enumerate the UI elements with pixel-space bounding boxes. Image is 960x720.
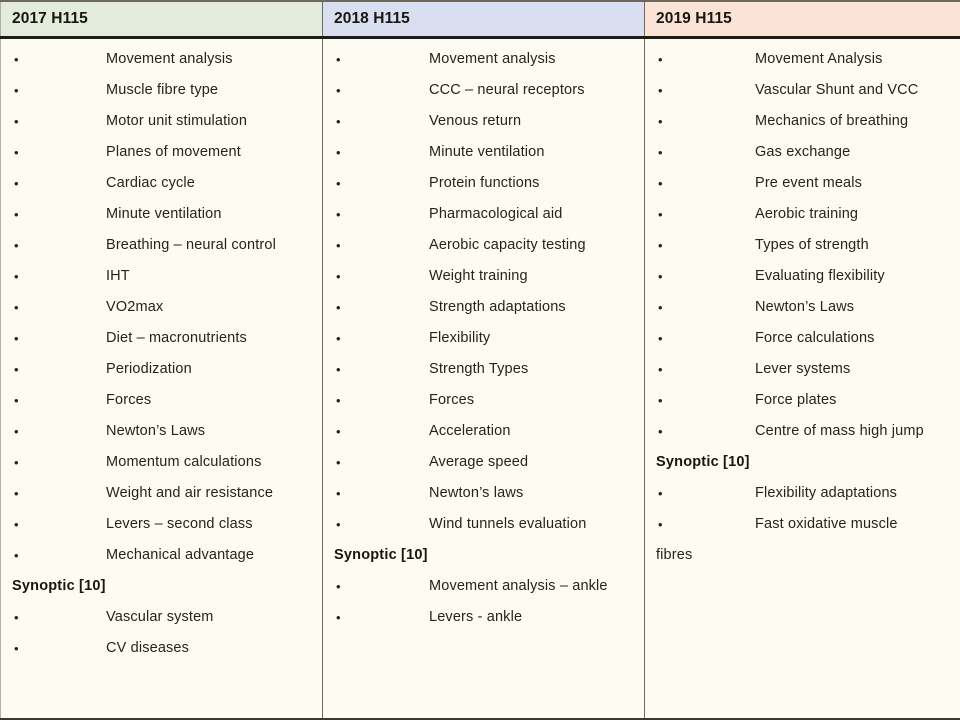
bullet-icon: • xyxy=(658,83,663,98)
topic-list-item xyxy=(323,106,644,137)
topic-list-item xyxy=(1,168,322,199)
topic-label: IHT xyxy=(106,268,130,284)
bullet-icon: • xyxy=(336,114,341,129)
topic-list-item xyxy=(323,447,644,478)
topic-label: Average speed xyxy=(429,454,529,470)
topic-list-item xyxy=(323,292,644,323)
topic-list-item xyxy=(323,199,644,230)
column-body-2017 xyxy=(0,39,323,718)
bullet-icon: • xyxy=(336,52,341,67)
topic-label: Strength Types xyxy=(429,361,529,377)
topic-label: Lever systems xyxy=(755,361,851,377)
bullet-icon: • xyxy=(14,145,19,160)
topic-list-item xyxy=(1,44,322,75)
topic-label: Minute ventilation xyxy=(106,206,222,222)
bullet-icon: • xyxy=(336,455,341,470)
topic-label: Protein functions xyxy=(429,175,540,191)
topic-label: Strength adaptations xyxy=(429,299,566,315)
bullet-icon: • xyxy=(336,362,341,377)
topic-label: Motor unit stimulation xyxy=(106,113,248,129)
topic-label: Newton’s laws xyxy=(429,485,524,501)
topic-label: Flexibility xyxy=(429,330,491,346)
topic-label: CV diseases xyxy=(106,640,190,656)
column-header-2017-label: 2017 H115 xyxy=(12,10,88,27)
synoptic-topic-list-2019 xyxy=(645,478,960,540)
bullet-icon: • xyxy=(658,114,663,129)
topic-label: Movement Analysis xyxy=(755,51,883,67)
topic-list-item xyxy=(645,385,960,416)
topic-list-item xyxy=(1,478,322,509)
bullet-icon: • xyxy=(336,579,341,594)
topic-list-item xyxy=(1,509,322,540)
bullet-icon: • xyxy=(14,362,19,377)
topic-label: Mechanical advantage xyxy=(106,547,255,563)
topic-list-item xyxy=(1,137,322,168)
topic-list-item xyxy=(1,75,322,106)
bullet-icon: • xyxy=(658,207,663,222)
bullet-icon: • xyxy=(336,176,341,191)
bullet-icon: • xyxy=(658,300,663,315)
synoptic-heading-2017: Synoptic [10] xyxy=(12,578,106,594)
topic-label: VO2max xyxy=(106,299,164,315)
topic-list-2018 xyxy=(323,44,644,540)
topic-list-item xyxy=(323,478,644,509)
topic-label: Types of strength xyxy=(755,237,869,253)
bullet-icon: • xyxy=(336,145,341,160)
bullet-icon: • xyxy=(14,83,19,98)
bullet-icon: • xyxy=(658,52,663,67)
topic-label: Movement analysis xyxy=(429,51,556,67)
topic-list-item xyxy=(645,261,960,292)
topic-label: Levers - ankle xyxy=(429,609,523,625)
topic-list-item xyxy=(645,354,960,385)
column-header-2019 xyxy=(645,2,960,36)
topic-label: Force calculations xyxy=(755,330,875,346)
topic-list-item xyxy=(645,416,960,447)
topic-list-item xyxy=(1,230,322,261)
topic-label: Centre of mass high jump xyxy=(755,423,924,439)
bullet-icon: • xyxy=(658,362,663,377)
column-header-2017 xyxy=(0,2,323,36)
topic-label: Flexibility adaptations xyxy=(755,485,898,501)
bullet-icon: • xyxy=(14,455,19,470)
topic-list-item xyxy=(645,168,960,199)
topic-list-item xyxy=(1,323,322,354)
topic-label: Breathing – neural control xyxy=(106,237,276,253)
bullet-icon: • xyxy=(14,176,19,191)
topic-label: Newton’s Laws xyxy=(755,299,855,315)
topic-label: Venous return xyxy=(429,113,522,129)
topic-list-item xyxy=(323,261,644,292)
topic-list-item xyxy=(645,199,960,230)
bullet-icon: • xyxy=(336,300,341,315)
topic-list-item xyxy=(1,385,322,416)
topic-list-item xyxy=(323,385,644,416)
topic-label: Evaluating flexibility xyxy=(755,268,885,284)
bullet-icon: • xyxy=(14,238,19,253)
topic-label: Pre event meals xyxy=(755,175,863,191)
bullet-icon: • xyxy=(14,393,19,408)
topic-list-item xyxy=(645,230,960,261)
bullet-icon: • xyxy=(336,331,341,346)
topic-label: Acceleration xyxy=(429,423,511,439)
topic-label: Vascular system xyxy=(106,609,214,625)
topic-label: Aerobic capacity testing xyxy=(429,237,586,253)
bullet-icon: • xyxy=(336,486,341,501)
topic-list-item xyxy=(1,292,322,323)
topic-label: Fast oxidative muscle xyxy=(755,516,898,532)
bullet-icon: • xyxy=(14,610,19,625)
bullet-icon: • xyxy=(658,269,663,284)
topic-list-item xyxy=(1,199,322,230)
synoptic-topic-list-2017 xyxy=(1,602,322,664)
topic-label: Newton’s Laws xyxy=(106,423,206,439)
topic-label: Cardiac cycle xyxy=(106,175,195,191)
topic-label: Aerobic training xyxy=(755,206,859,222)
topic-list-item xyxy=(323,323,644,354)
topic-list-item xyxy=(323,416,644,447)
topic-list-item xyxy=(323,230,644,261)
topic-list-item xyxy=(1,602,322,633)
topic-label: Minute ventilation xyxy=(429,144,545,160)
synoptic-wrap-tail-2019: fibres xyxy=(656,547,693,563)
topic-list-item xyxy=(1,354,322,385)
topic-label: Wind tunnels evaluation xyxy=(429,516,587,532)
topic-list-item xyxy=(645,292,960,323)
synoptic-wrap-tail-2017 xyxy=(1,664,322,695)
topic-label: Forces xyxy=(106,392,152,408)
bullet-icon: • xyxy=(336,238,341,253)
column-body-2018 xyxy=(323,39,645,718)
topic-list-item xyxy=(645,44,960,75)
topic-label: Vascular Shunt and VCC xyxy=(755,82,919,98)
bullet-icon: • xyxy=(14,300,19,315)
topic-list-2017 xyxy=(1,44,322,571)
bullet-icon: • xyxy=(14,517,19,532)
bullet-icon: • xyxy=(14,114,19,129)
bullet-icon: • xyxy=(658,486,663,501)
topic-label: Pharmacological aid xyxy=(429,206,563,222)
topic-list-item xyxy=(1,416,322,447)
bullet-icon: • xyxy=(14,548,19,563)
topic-list-item xyxy=(1,447,322,478)
topic-list-item xyxy=(1,540,322,571)
bullet-icon: • xyxy=(336,83,341,98)
topic-label: Gas exchange xyxy=(755,144,851,160)
topic-label: Movement analysis – ankle xyxy=(429,578,608,594)
topic-list-item xyxy=(323,75,644,106)
bullet-icon: • xyxy=(14,424,19,439)
topic-list-item xyxy=(323,509,644,540)
topic-label: Momentum calculations xyxy=(106,454,262,470)
topic-label: CCC – neural receptors xyxy=(429,82,585,98)
bullet-icon: • xyxy=(336,424,341,439)
topic-list-item xyxy=(1,633,322,664)
bullet-icon: • xyxy=(14,486,19,501)
topic-list-item xyxy=(645,106,960,137)
bullet-icon: • xyxy=(658,238,663,253)
column-header-2019-label: 2019 H115 xyxy=(656,10,732,27)
topic-list-item xyxy=(323,354,644,385)
bullet-icon: • xyxy=(14,52,19,67)
bullet-icon: • xyxy=(658,517,663,532)
bullet-icon: • xyxy=(14,641,19,656)
table-body-row xyxy=(0,39,960,718)
bullet-icon: • xyxy=(658,424,663,439)
topic-list-item xyxy=(1,106,322,137)
bullet-icon: • xyxy=(658,176,663,191)
topic-list-item xyxy=(1,261,322,292)
bullet-icon: • xyxy=(336,393,341,408)
bullet-icon: • xyxy=(658,331,663,346)
bullet-icon: • xyxy=(336,207,341,222)
bullet-icon: • xyxy=(14,207,19,222)
topic-label: Periodization xyxy=(106,361,192,377)
bullet-icon: • xyxy=(658,393,663,408)
topic-list-item xyxy=(645,137,960,168)
topic-list-item xyxy=(645,75,960,106)
column-header-2018-label: 2018 H115 xyxy=(334,10,410,27)
synoptic-topic-list-2018 xyxy=(323,571,644,633)
topic-list-item xyxy=(645,478,960,509)
bullet-icon: • xyxy=(336,517,341,532)
table-header-row xyxy=(0,2,960,39)
topic-label: Diet – macronutrients xyxy=(106,330,247,346)
topic-list-2019 xyxy=(645,44,960,447)
topic-list-item xyxy=(323,137,644,168)
topic-label: Mechanics of breathing xyxy=(755,113,909,129)
topic-label: Forces xyxy=(429,392,475,408)
column-header-2018 xyxy=(323,2,645,36)
topic-label: Weight and air resistance xyxy=(106,485,274,501)
topic-list-item xyxy=(323,571,644,602)
topic-label: Planes of movement xyxy=(106,144,241,160)
column-body-2019 xyxy=(645,39,960,718)
topic-list-item xyxy=(323,602,644,633)
topic-label: Force plates xyxy=(755,392,837,408)
topic-list-item xyxy=(645,509,960,540)
synoptic-wrap-tail-2018 xyxy=(323,633,644,664)
bullet-icon: • xyxy=(14,269,19,284)
synoptic-heading-2019: Synoptic [10] xyxy=(656,454,750,470)
bullet-icon: • xyxy=(14,331,19,346)
topic-label: Muscle fibre type xyxy=(106,82,219,98)
topic-list-item xyxy=(323,44,644,75)
topic-label: Movement analysis xyxy=(106,51,233,67)
topic-label: Weight training xyxy=(429,268,528,284)
bullet-icon: • xyxy=(336,610,341,625)
topic-list-item xyxy=(323,168,644,199)
topic-list-item xyxy=(645,323,960,354)
bullet-icon: • xyxy=(658,145,663,160)
bullet-icon: • xyxy=(336,269,341,284)
topic-label: Levers – second class xyxy=(106,516,253,532)
synoptic-heading-2018: Synoptic [10] xyxy=(334,547,428,563)
